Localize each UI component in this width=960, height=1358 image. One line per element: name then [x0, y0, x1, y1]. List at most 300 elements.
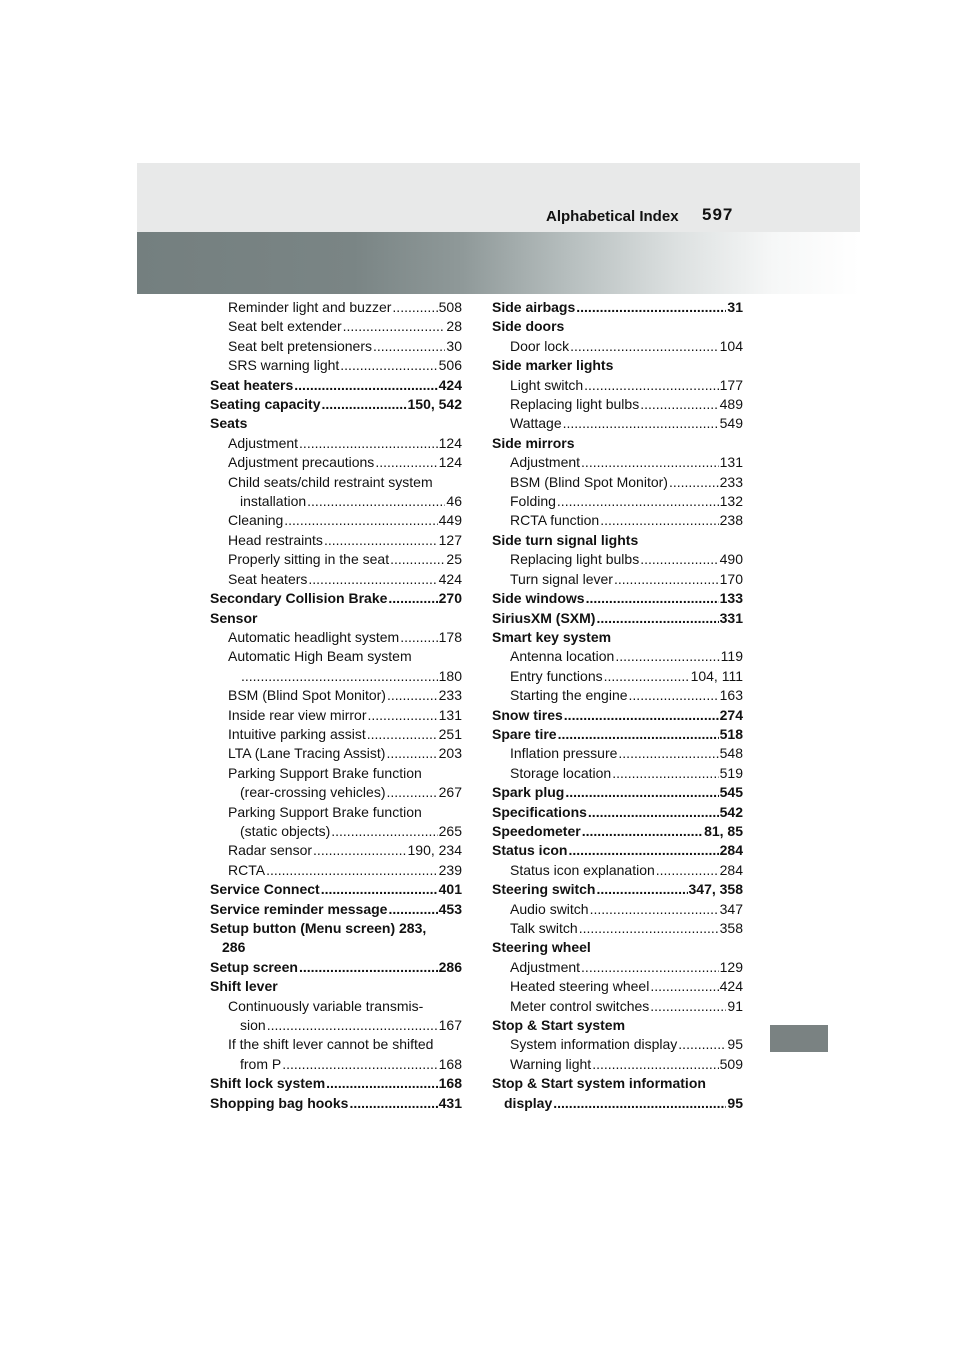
index-entry: [492, 570, 743, 589]
entry-page: 177: [719, 376, 743, 393]
section-tab: [770, 1025, 828, 1052]
dot-leader: [590, 900, 719, 919]
entry-label: Door lock: [510, 337, 570, 354]
dot-leader: [563, 414, 719, 433]
index-entry: [210, 1074, 462, 1093]
entry-label: Secondary Collision Brake: [210, 590, 388, 607]
dot-leader: [392, 298, 437, 317]
dot-leader: [581, 958, 719, 977]
page-title: Alphabetical Index: [546, 208, 679, 225]
entry-page: 509: [719, 1055, 743, 1072]
index-entry: [492, 589, 743, 608]
entry-label: Steering wheel: [492, 939, 591, 956]
entry-page: 489: [719, 396, 743, 413]
entry-label: Shift lever: [210, 978, 278, 995]
entry-page: 190, 234: [407, 842, 462, 859]
entry-label: Replacing light bulbs: [510, 551, 640, 568]
dot-leader: [565, 783, 718, 802]
dot-leader: [307, 492, 445, 511]
dot-leader: [375, 453, 437, 472]
entry-label: Stop & Start system information: [492, 1075, 706, 1092]
index-entry: [210, 706, 462, 725]
entry-label: Intuitive parking assist: [228, 725, 366, 742]
entry-page: 127: [438, 531, 462, 548]
entry-label: Seat belt pretensioners: [228, 337, 372, 354]
index-entry: [210, 511, 462, 530]
entry-label: installation: [240, 493, 307, 510]
index-entry: [492, 1016, 743, 1035]
dot-leader: [618, 744, 718, 763]
entry-page: 25: [446, 551, 462, 568]
entry-label: Seats: [210, 415, 248, 432]
dot-leader: [331, 822, 437, 841]
entry-page: 178: [438, 628, 462, 645]
entry-page: 424: [438, 376, 462, 393]
index-entry: [210, 667, 462, 686]
index-entry: [492, 667, 743, 686]
entry-label: Audio switch: [510, 900, 589, 917]
entry-label: Service Connect: [210, 881, 320, 898]
index-entry: [210, 531, 462, 550]
index-entry: [492, 356, 743, 375]
entry-page: 180: [438, 667, 462, 684]
entry-label: 286: [222, 939, 246, 956]
entry-label: Entry functions: [510, 667, 603, 684]
entry-page: 508: [438, 299, 462, 315]
index-entry: [210, 841, 462, 860]
entry-label: Spare tire: [492, 725, 557, 742]
entry-page: 331: [719, 609, 743, 626]
entry-page: 545: [719, 784, 743, 801]
index-entry: [492, 725, 743, 744]
index-entry: [492, 706, 743, 725]
index-entry: [210, 589, 462, 608]
index-entry: [210, 744, 462, 763]
dot-leader: [400, 628, 437, 647]
entry-page: 431: [438, 1094, 462, 1111]
index-entry: [210, 570, 462, 589]
dot-leader: [615, 647, 719, 666]
entry-label: Adjustment precautions: [228, 454, 375, 471]
entry-page: 133: [719, 590, 743, 607]
index-entry: [492, 841, 743, 860]
dot-leader: [650, 977, 718, 996]
index-entry: [210, 628, 462, 647]
index-entry: [210, 434, 462, 453]
index-entry: [492, 298, 743, 317]
index-entry: [492, 317, 743, 336]
dot-leader: [656, 861, 719, 880]
index-entry: [210, 919, 462, 938]
entry-label: Setup button (Menu screen) 283,: [210, 920, 427, 936]
index-entry: [210, 1055, 462, 1074]
entry-page: 168: [438, 1075, 462, 1092]
dot-leader: [557, 492, 719, 511]
dot-leader: [367, 725, 438, 744]
entry-label: SiriusXM (SXM): [492, 609, 596, 626]
dot-leader: [586, 589, 719, 608]
index-entry: [492, 880, 743, 899]
dot-leader: [387, 686, 438, 705]
index-entry: [492, 900, 743, 919]
entry-label: from P: [240, 1055, 282, 1072]
dot-leader: [669, 473, 719, 492]
entry-label: Adjustment: [510, 454, 581, 471]
index-entry: [492, 822, 743, 841]
entry-page: 401: [438, 881, 462, 898]
entry-page: 548: [719, 745, 743, 762]
index-entry: [210, 453, 462, 472]
index-entry: [492, 997, 743, 1016]
dot-leader: [604, 667, 690, 686]
entry-label: Parking Support Brake function: [228, 764, 422, 781]
entry-page: 150, 542: [407, 396, 462, 413]
index-entry: [210, 1035, 462, 1054]
entry-label: Steering switch: [492, 881, 596, 898]
index-entry: [210, 473, 462, 492]
entry-page: 267: [438, 784, 462, 801]
index-entry: [492, 434, 743, 453]
entry-page: 81, 85: [704, 822, 743, 839]
entry-label: Wattage: [510, 415, 562, 432]
index-entry: [210, 395, 462, 414]
dot-leader: [568, 841, 718, 860]
entry-page: 490: [719, 551, 743, 568]
entry-label: (static objects): [240, 822, 331, 839]
index-entry: [210, 938, 462, 957]
index-entry: [492, 686, 743, 705]
entry-page: 46: [446, 493, 462, 510]
index-entry: [210, 550, 462, 569]
entry-label: SRS warning light: [228, 357, 340, 374]
entry-label: Stop & Start system: [492, 1017, 626, 1034]
entry-page: 30: [446, 337, 462, 354]
entry-page: 424: [719, 978, 743, 995]
dot-leader: [579, 919, 719, 938]
entry-label: Automatic High Beam system: [228, 648, 412, 665]
index-entry: [492, 744, 743, 763]
dot-leader: [386, 744, 437, 763]
entry-page: 347: [719, 900, 743, 917]
entry-label: Side airbags: [492, 299, 576, 315]
entry-label: LTA (Lane Tracing Assist): [228, 745, 386, 762]
index-entry: [492, 861, 743, 880]
index-entry: [210, 1094, 462, 1113]
index-entry: [210, 609, 462, 628]
dot-leader: [267, 1016, 438, 1035]
index-entry: [492, 803, 743, 822]
dot-leader: [614, 570, 719, 589]
entry-page: 274: [719, 706, 743, 723]
entry-label: Light switch: [510, 376, 584, 393]
index-entry: [492, 492, 743, 511]
entry-page: 203: [438, 745, 462, 762]
entry-page: 28: [446, 318, 462, 335]
index-entry: [492, 511, 743, 530]
entry-page: 238: [719, 512, 743, 529]
dot-leader: [299, 958, 438, 977]
dot-leader: [326, 1074, 437, 1093]
entry-page: 131: [438, 706, 462, 723]
entry-page: 131: [719, 454, 743, 471]
dot-leader: [584, 376, 718, 395]
dot-leader: [596, 880, 687, 899]
dot-leader: [576, 298, 726, 317]
entry-page: 542: [719, 803, 743, 820]
dot-leader: [343, 317, 446, 336]
entry-page: 424: [438, 570, 462, 587]
dot-leader: [596, 609, 718, 628]
dot-leader: [241, 667, 438, 686]
index-entry: [210, 958, 462, 977]
entry-label: BSM (Blind Spot Monitor): [228, 687, 386, 704]
index-entry: [210, 647, 462, 666]
index-entry: [492, 1074, 743, 1093]
index-entry: [210, 880, 462, 899]
index-entry: [210, 414, 462, 433]
entry-label: Adjustment: [228, 434, 299, 451]
entry-page: 129: [719, 958, 743, 975]
entry-page: 31: [727, 299, 743, 315]
entry-page: 104: [719, 337, 743, 354]
entry-label: Parking Support Brake function: [228, 803, 422, 820]
index-entry: [492, 395, 743, 414]
index-entry: [210, 356, 462, 375]
dot-leader: [386, 783, 437, 802]
entry-page: 95: [727, 1036, 743, 1053]
entry-page: 284: [719, 861, 743, 878]
index-entry: [492, 764, 743, 783]
dot-leader: [678, 1035, 726, 1054]
entry-label: Status icon explanation: [510, 861, 655, 878]
index-entry: [210, 725, 462, 744]
index-entry: [210, 861, 462, 880]
index-entry: [492, 783, 743, 802]
entry-label: Replacing light bulbs: [510, 396, 640, 413]
index-entry: [492, 977, 743, 996]
entry-label: Folding: [510, 493, 556, 510]
entry-label: Head restraints: [228, 531, 323, 548]
index-entry: [210, 764, 462, 783]
entry-label: Smart key system: [492, 628, 612, 645]
dot-leader: [367, 706, 437, 725]
entry-page: 265: [438, 822, 462, 839]
entry-page: 286: [438, 958, 462, 975]
entry-label: Shift lock system: [210, 1075, 326, 1092]
index-entry: [210, 803, 462, 822]
entry-label: Speedometer: [492, 822, 581, 839]
entry-label: Inside rear view mirror: [228, 706, 367, 723]
entry-label: Sensor: [210, 609, 258, 626]
entry-label: display: [504, 1094, 553, 1111]
entry-label: Seat belt extender: [228, 318, 342, 335]
dot-leader: [390, 550, 445, 569]
gradient-banner: [137, 232, 860, 294]
entry-page: 549: [719, 415, 743, 432]
index-entry: [210, 1016, 462, 1035]
entry-label: RCTA function: [510, 512, 600, 529]
dot-leader: [582, 822, 703, 841]
dot-leader: [313, 841, 406, 860]
entry-page: 519: [719, 764, 743, 781]
entry-page: 168: [438, 1055, 462, 1072]
index-entry: [492, 414, 743, 433]
entry-label: Snow tires: [492, 706, 563, 723]
index-entry: [210, 900, 462, 919]
dot-leader: [600, 511, 718, 530]
entry-label: Service reminder message: [210, 900, 388, 917]
dot-leader: [321, 880, 438, 899]
entry-page: 163: [719, 687, 743, 704]
entry-label: Seat heaters: [210, 376, 294, 393]
dot-leader: [553, 1094, 726, 1113]
entry-label: Radar sensor: [228, 842, 313, 859]
index-entry: [492, 376, 743, 395]
index-entry: [210, 298, 462, 317]
dot-leader: [558, 725, 719, 744]
entry-label: Side marker lights: [492, 357, 614, 374]
dot-leader: [570, 337, 719, 356]
entry-label: Continuously variable transmis-: [228, 997, 424, 1014]
index-entry: [210, 997, 462, 1016]
index-entry: [492, 453, 743, 472]
entry-page: 119: [720, 648, 743, 665]
entry-label: Side turn signal lights: [492, 531, 639, 548]
index-entry: [492, 1035, 743, 1054]
index-entry: [492, 628, 743, 647]
entry-label: System information display: [510, 1036, 678, 1053]
entry-label: Status icon: [492, 842, 568, 859]
dot-leader: [284, 511, 437, 530]
dot-leader: [299, 434, 438, 453]
entry-page: 132: [719, 493, 743, 510]
dot-leader: [322, 395, 407, 414]
entry-page: 239: [438, 861, 462, 878]
entry-page: 270: [438, 590, 462, 607]
entry-label: Automatic headlight system: [228, 628, 400, 645]
entry-page: 453: [438, 900, 462, 917]
entry-page: 167: [438, 1017, 462, 1034]
dot-leader: [294, 376, 437, 395]
dot-leader: [564, 706, 719, 725]
dot-leader: [340, 356, 437, 375]
entry-label: Spark plug: [492, 784, 565, 801]
index-entry: [210, 686, 462, 705]
index-column-left: [210, 298, 462, 1113]
entry-label: Reminder light and buzzer: [228, 299, 392, 315]
entry-page: 347, 358: [688, 881, 743, 898]
index-entry: [210, 783, 462, 802]
entry-label: Seating capacity: [210, 396, 321, 413]
entry-label: Properly sitting in the seat: [228, 551, 390, 568]
index-entry: [210, 376, 462, 395]
dot-leader: [349, 1094, 437, 1113]
entry-label: Shopping bag hooks: [210, 1094, 349, 1111]
dot-leader: [581, 453, 719, 472]
entry-page: 233: [719, 473, 743, 490]
dot-leader: [388, 589, 437, 608]
entry-page: 251: [438, 725, 462, 742]
entry-page: 233: [438, 687, 462, 704]
index-entry: [492, 647, 743, 666]
entry-page: 518: [719, 725, 743, 742]
index-entry: [492, 337, 743, 356]
dot-leader: [592, 1055, 718, 1074]
index-entry: [492, 531, 743, 550]
entry-page: 124: [438, 434, 462, 451]
entry-label: Meter control switches: [510, 997, 650, 1014]
dot-leader: [266, 861, 438, 880]
dot-leader: [324, 531, 438, 550]
entry-page: 358: [719, 920, 743, 936]
entry-label: Child seats/child restraint system: [228, 473, 433, 490]
index-entry: [492, 919, 743, 938]
dot-leader: [640, 395, 718, 414]
entry-label: Heated steering wheel: [510, 978, 650, 995]
entry-page: 104, 111: [690, 667, 743, 684]
entry-label: sion: [240, 1017, 266, 1034]
dot-leader: [308, 570, 437, 589]
entry-label: Side mirrors: [492, 434, 575, 451]
entry-page: 506: [438, 357, 462, 374]
entry-label: Side windows: [492, 590, 585, 607]
index-entry: [492, 958, 743, 977]
index-entry: [492, 473, 743, 492]
dot-leader: [612, 764, 718, 783]
dot-leader: [650, 997, 726, 1016]
entry-page: 284: [719, 842, 743, 859]
entry-label: Turn signal lever: [510, 570, 613, 587]
index-entry: [210, 822, 462, 841]
dot-leader: [640, 550, 718, 569]
entry-label: Seat heaters: [228, 570, 308, 587]
dot-leader: [388, 900, 437, 919]
entry-label: Storage location: [510, 764, 612, 781]
entry-label: RCTA: [228, 861, 266, 878]
index-entry: [210, 337, 462, 356]
entry-page: 124: [438, 454, 462, 471]
page-header: [0, 204, 960, 234]
entry-label: Adjustment: [510, 958, 581, 975]
index-entry: [492, 550, 743, 569]
entry-page: 91: [727, 997, 743, 1014]
index-entry: [210, 317, 462, 336]
entry-label: (rear-crossing vehicles): [240, 784, 386, 801]
entry-label: Cleaning: [228, 512, 284, 529]
dot-leader: [588, 803, 719, 822]
index-entry: [492, 1094, 743, 1113]
entry-label: Antenna location: [510, 648, 615, 665]
entry-page: 95: [727, 1094, 743, 1111]
entry-label: BSM (Blind Spot Monitor): [510, 473, 668, 490]
entry-label: Specifications: [492, 803, 587, 820]
entry-label: Talk switch: [510, 920, 578, 936]
entry-page: 170: [719, 570, 743, 587]
entry-label: Setup screen: [210, 958, 298, 975]
entry-label: Inflation pressure: [510, 745, 618, 762]
index-entry: [210, 977, 462, 996]
index-entry: [492, 938, 743, 957]
dot-leader: [629, 686, 719, 705]
entry-label: Side doors: [492, 318, 565, 335]
index-entry: [492, 1055, 743, 1074]
entry-page: 449: [438, 512, 462, 529]
index-entry: [492, 609, 743, 628]
page-number: 597: [702, 205, 734, 224]
entry-label: If the shift lever cannot be shifted: [228, 1036, 434, 1053]
index-column-right: [492, 298, 743, 1113]
entry-label: Starting the engine: [510, 687, 628, 704]
